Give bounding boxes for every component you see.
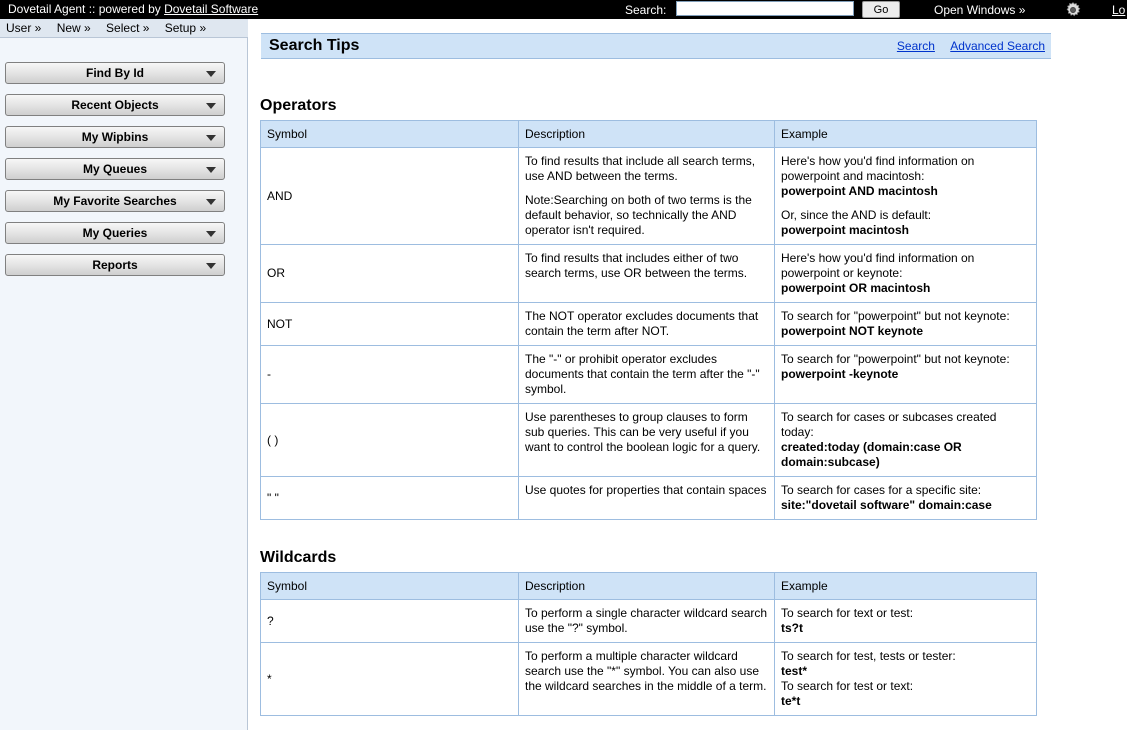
sidebar-item-label: My Wipbins xyxy=(81,130,149,144)
operator-description xyxy=(519,148,775,245)
description-line-1: Use parentheses to group clauses to form sub queries. This can be very useful if you want to control the boolean logic for a query. xyxy=(525,410,761,454)
chevron-down-icon xyxy=(206,199,216,205)
sidebar-item-recent-objects[interactable] xyxy=(5,94,225,116)
chevron-down-icon xyxy=(206,103,216,109)
sidebar-item-my-queues[interactable] xyxy=(5,158,225,180)
spacer xyxy=(525,184,768,193)
operator-example xyxy=(775,148,1037,245)
menu-item-select[interactable]: Select » xyxy=(106,21,150,35)
description-line-1: To perform a multiple character wildcard search use the "*" symbol. You can also use the wildcard searches in the middle of a term. xyxy=(525,649,767,693)
example-line-1: To search for text or test: xyxy=(781,606,914,620)
sidebar xyxy=(0,19,248,730)
description-line-1: Use quotes for properties that contain spaces xyxy=(525,483,767,497)
operator-example xyxy=(775,303,1037,346)
chevron-down-icon xyxy=(206,135,216,141)
column-header-example: Example xyxy=(775,121,1037,148)
example-query-1: site:"dovetail software" domain:case xyxy=(781,498,992,512)
example-line-1: To search for cases for a specific site: xyxy=(781,483,982,497)
description-line-1: To find results that includes either of two search terms, use OR between the terms. xyxy=(525,251,748,280)
wildcards-table xyxy=(260,572,1037,716)
table-row xyxy=(261,477,1037,520)
top-bar xyxy=(0,0,1127,19)
sidebar-item-label: Reports xyxy=(92,258,138,272)
sidebar-item-label: Recent Objects xyxy=(71,98,159,112)
menu-item-setup[interactable]: Setup » xyxy=(164,21,207,35)
brand-prefix: Dovetail Agent :: powered by xyxy=(8,2,165,16)
operator-example xyxy=(775,245,1037,303)
table-row xyxy=(261,148,1037,245)
sidebar-item-label: Find By Id xyxy=(86,66,144,80)
operator-example xyxy=(775,346,1037,404)
column-header-description: Description xyxy=(519,573,775,600)
chevron-down-icon xyxy=(206,263,216,269)
search-link[interactable]: Search xyxy=(896,39,935,53)
section-title-wildcards: Wildcards xyxy=(260,549,337,566)
example-query-2: te*t xyxy=(781,694,801,708)
menu-item-user[interactable]: User » xyxy=(6,21,42,35)
column-header-symbol: Symbol xyxy=(261,573,519,600)
page-header xyxy=(261,33,1051,59)
main-content xyxy=(249,19,1127,730)
sidebar-item-label: My Queries xyxy=(82,226,148,240)
sidebar-item-reports[interactable] xyxy=(5,254,225,276)
table-row xyxy=(261,245,1037,303)
search-input[interactable] xyxy=(676,1,854,16)
example-line-1: To search for test, tests or tester: xyxy=(781,649,956,663)
sidebar-item-label: My Favorite Searches xyxy=(53,194,177,208)
operator-symbol: OR xyxy=(261,245,519,303)
column-header-example: Example xyxy=(775,573,1037,600)
chevron-down-icon xyxy=(206,231,216,237)
wildcard-example xyxy=(775,643,1037,716)
table-header-row xyxy=(261,121,1037,148)
example-line-1: To search for "powerpoint" but not keynote: xyxy=(781,309,1010,323)
description-line-2: Note:Searching on both of two terms is the default behavior, so technically the AND operator isn't required. xyxy=(525,193,752,237)
wildcard-description xyxy=(519,643,775,716)
example-line-1: Here's how you'd find information on powerpoint or keynote: xyxy=(781,251,975,280)
column-header-symbol: Symbol xyxy=(261,121,519,148)
chevron-down-icon xyxy=(206,167,216,173)
operator-description xyxy=(519,404,775,477)
example-line-2: To search for test or text: xyxy=(781,679,914,693)
sidebar-item-label: My Queues xyxy=(82,162,148,176)
example-query-1: ts?t xyxy=(781,621,803,635)
wildcard-symbol: * xyxy=(261,643,519,716)
operator-description xyxy=(519,346,775,404)
example-query-1: powerpoint -keynote xyxy=(781,367,899,381)
example-query-2: powerpoint macintosh xyxy=(781,223,910,237)
example-line-1: To search for "powerpoint" but not keynote: xyxy=(781,352,1010,366)
example-line-1: Here's how you'd find information on powerpoint and macintosh: xyxy=(781,154,975,183)
table-row xyxy=(261,303,1037,346)
sidebar-item-my-favorite-searches[interactable] xyxy=(5,190,225,212)
table-row xyxy=(261,346,1037,404)
example-query-1: powerpoint OR macintosh xyxy=(781,281,931,295)
column-header-description: Description xyxy=(519,121,775,148)
dovetail-software-link[interactable]: Dovetail Software xyxy=(164,2,259,16)
sidebar-item-my-queries[interactable] xyxy=(5,222,225,244)
operator-description xyxy=(519,245,775,303)
search-label: Search: xyxy=(625,3,667,17)
example-query-1: created:today (domain:case OR domain:subcase) xyxy=(781,440,962,469)
spacer xyxy=(781,199,1030,208)
page-title: Search Tips xyxy=(269,37,360,54)
menu-item-new[interactable]: New » xyxy=(56,21,91,35)
operator-example xyxy=(775,404,1037,477)
logout-link[interactable]: Lo xyxy=(1112,3,1126,17)
sidebar-menubar xyxy=(0,19,248,38)
operator-symbol: AND xyxy=(261,148,519,245)
open-windows-menu[interactable]: Open Windows » xyxy=(934,3,1026,17)
wildcard-symbol: ? xyxy=(261,600,519,643)
operator-symbol: NOT xyxy=(261,303,519,346)
brand-label xyxy=(8,2,258,16)
table-row xyxy=(261,600,1037,643)
description-line-1: The NOT operator excludes documents that contain the term after NOT. xyxy=(525,309,759,338)
operator-symbol: ( ) xyxy=(261,404,519,477)
gear-icon[interactable] xyxy=(1064,1,1082,19)
wildcard-example xyxy=(775,600,1037,643)
operator-symbol: " " xyxy=(261,477,519,520)
go-button[interactable]: Go xyxy=(862,1,900,18)
sidebar-item-find-by-id[interactable] xyxy=(5,62,225,84)
table-row xyxy=(261,404,1037,477)
example-line-2: Or, since the AND is default: xyxy=(781,208,932,222)
chevron-down-icon xyxy=(206,71,216,77)
page-header-links xyxy=(885,39,1045,53)
operator-symbol: - xyxy=(261,346,519,404)
table-header-row xyxy=(261,573,1037,600)
advanced-search-link[interactable]: Advanced Search xyxy=(950,39,1045,53)
section-title-operators: Operators xyxy=(260,97,337,114)
example-query-1: powerpoint AND macintosh xyxy=(781,184,938,198)
wildcard-description xyxy=(519,600,775,643)
table-row xyxy=(261,643,1037,716)
description-line-1: The "-" or prohibit operator excludes documents that contain the term after the "-" symbol. xyxy=(525,352,760,396)
example-query-1: test* xyxy=(781,664,808,678)
operator-example xyxy=(775,477,1037,520)
description-line-1: To perform a single character wildcard search use the "?" symbol. xyxy=(525,606,768,635)
example-line-1: To search for cases or subcases created today: xyxy=(781,410,997,439)
operator-description xyxy=(519,477,775,520)
sidebar-item-my-wipbins[interactable] xyxy=(5,126,225,148)
operator-description xyxy=(519,303,775,346)
operators-table xyxy=(260,120,1037,520)
description-line-1: To find results that include all search terms, use AND between the terms. xyxy=(525,154,756,183)
example-query-1: powerpoint NOT keynote xyxy=(781,324,924,338)
